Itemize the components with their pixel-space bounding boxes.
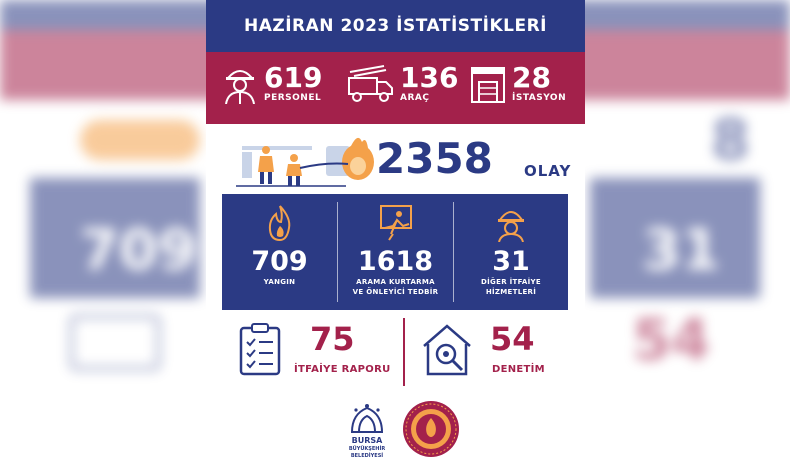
- vehicles-value: 136: [400, 61, 459, 94]
- firefighting-scene-icon: [236, 132, 376, 188]
- municipality-subtitle: BÜYÜKŞEHİR: [348, 446, 386, 452]
- incidents-label: OLAY: [524, 162, 572, 180]
- helmet-icon: [496, 204, 526, 242]
- page-title: HAZİRAN 2023 İSTATİSTİKLERİ: [244, 16, 547, 36]
- rescue-stat: [338, 194, 453, 310]
- house-inspection-icon: [420, 322, 474, 378]
- incidents-section: [206, 128, 585, 190]
- other-services-value: 31: [492, 246, 530, 277]
- divider: [403, 318, 405, 386]
- stations-value: 28: [512, 61, 551, 94]
- incident-breakdown: [222, 194, 568, 310]
- personnel-value: 619: [264, 61, 323, 94]
- reports-value: 75: [310, 320, 355, 358]
- title-bar: [206, 0, 585, 52]
- bursa-municipality-logo: [342, 402, 392, 468]
- reports-label: İTFAİYE RAPORU: [294, 364, 391, 375]
- firefighter-icon: [220, 62, 260, 104]
- fires-label: YANGIN: [263, 278, 296, 286]
- rescue-person-icon: [379, 204, 413, 242]
- clipboard-checklist-icon: [238, 322, 282, 376]
- rescue-label: ARAMA KURTARMA VE ÖNLEYİCİ TEDBİR: [352, 278, 439, 296]
- bursa-fire-department-logo: [402, 400, 460, 458]
- flame-icon: [265, 204, 295, 242]
- fire-department-seal-icon: [402, 400, 460, 458]
- municipality-name: BURSA: [351, 436, 383, 445]
- resources-band: [206, 52, 585, 124]
- rescue-value: 1618: [357, 246, 434, 277]
- fires-stat: [222, 194, 337, 310]
- vehicles-stat: [346, 62, 458, 104]
- infographic-card: [206, 0, 585, 472]
- other-services-label: DİĞER İTFAİYE HİZMETLERİ: [481, 278, 541, 296]
- reports-section: [206, 316, 585, 388]
- fires-value: 709: [251, 246, 308, 277]
- municipality-emblem-icon: [342, 402, 392, 436]
- inspections-label: DENETİM: [492, 364, 545, 375]
- incidents-value: 2358: [376, 134, 493, 183]
- municipality-subtitle-2: BELEDİYESİ: [350, 453, 384, 459]
- inspections-value: 54: [490, 320, 535, 358]
- blurred-background: 8 709 31 54: [0, 0, 790, 472]
- fire-truck-icon: [346, 62, 396, 104]
- logos-footer: [206, 396, 585, 472]
- fire-station-icon: [468, 62, 508, 104]
- stations-label: İSTASYON: [512, 93, 567, 103]
- personnel-label: PERSONEL: [264, 93, 322, 103]
- personnel-stat: [220, 62, 322, 104]
- stations-stat: [468, 62, 566, 104]
- vehicles-label: ARAÇ: [400, 93, 430, 103]
- other-services-stat: [454, 194, 568, 310]
